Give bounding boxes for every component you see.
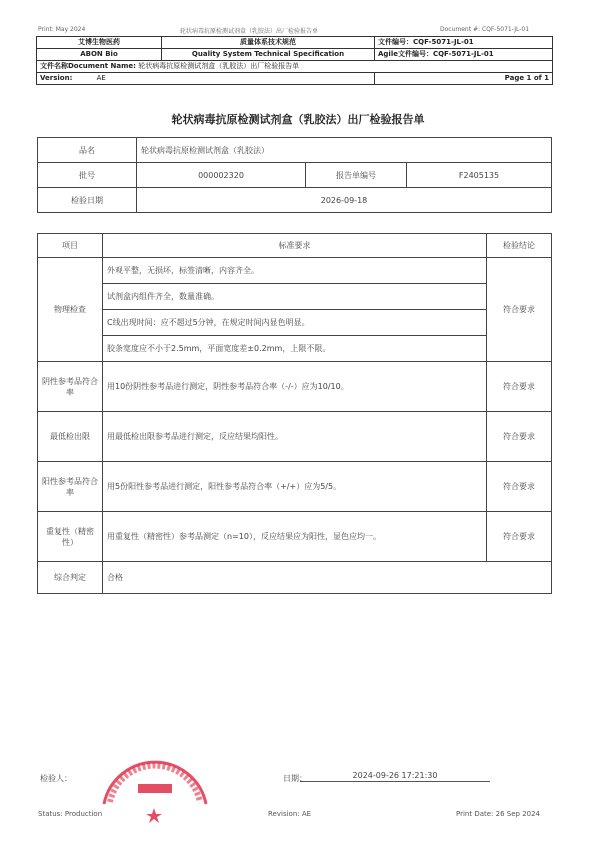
document-name-label: 文件名称Document Name: xyxy=(40,62,136,70)
doc-meta-title: 轮状病毒抗原检测试剂盒（乳胶法）出厂检验报告单 xyxy=(180,28,319,35)
company-seal-icon xyxy=(96,732,214,824)
page-number: Page 1 of 1 xyxy=(375,73,553,85)
test-date-label: 检验日期 xyxy=(38,188,137,213)
lot-label: 批号 xyxy=(38,163,137,188)
negative-reference-text: 用10份阴性参考品进行测定，阴性参考品符合率（-/-）应为10/10。 xyxy=(103,362,487,412)
physical-row-4: 胶条宽度应不小于2.5mm，平面宽度差±0.2mm，上限不限。 xyxy=(103,336,487,362)
sign-date-value: 2024-09-26 17:21:30 xyxy=(300,771,490,782)
status-text: Status: Production xyxy=(38,810,103,818)
print-date-text: Print Date: 26 Sep 2024 xyxy=(456,810,541,818)
document-name-value: 轮状病毒抗原检测试剂盒（乳胶法）出厂检验报告单 xyxy=(138,62,300,70)
spec-name-en: Quality System Technical Specification xyxy=(162,49,375,61)
version-label: Version: xyxy=(40,74,73,82)
positive-reference-result: 符合要求 xyxy=(487,462,552,512)
doc-meta-number: Document #: CQF-5071-JL-01 xyxy=(440,26,530,33)
product-info-table xyxy=(37,137,552,213)
physical-row-2: 试剂盒内组件齐全，数量准确。 xyxy=(103,284,487,310)
repeatability-text: 用重复性（精密性）参考品测定（n=10），反应结果应为阳性，显色应均一。 xyxy=(103,512,487,562)
positive-reference-text: 用5份阳性参考品进行测定，阳性参考品符合率（+/+）应为5/5。 xyxy=(103,462,487,512)
page-title: 轮状病毒抗原检测试剂盒（乳胶法）出厂检验报告单 xyxy=(171,113,425,126)
product-value: 轮状病毒抗原检测试剂盒（乳胶法） xyxy=(137,138,552,163)
version-row xyxy=(37,73,375,85)
version-value: AE xyxy=(96,74,106,82)
agile-number: Agile文件编号：CQF-5071-JL-01 xyxy=(375,49,553,61)
product-label: 品名 xyxy=(38,138,137,163)
detection-limit-result: 符合要求 xyxy=(487,412,552,462)
test-date-value: 2026-09-18 xyxy=(137,188,552,213)
reviewer-label: 检验人： xyxy=(40,774,72,783)
col-header-item: 项目 xyxy=(38,234,103,258)
sign-date-label: 日期： xyxy=(283,774,307,783)
col-header-result: 检验结论 xyxy=(487,234,552,258)
company-name-en: ABON Bio xyxy=(37,49,162,61)
detection-limit-label: 最低检出限 xyxy=(38,412,103,462)
repeatability-result: 符合要求 xyxy=(487,512,552,562)
document-header xyxy=(36,36,553,85)
physical-row-3: C线出现时间：应不超过5分钟，在规定时间内显色明显。 xyxy=(103,310,487,336)
positive-reference-label: 阳性参考品符合率 xyxy=(38,462,103,512)
lot-value: 000002320 xyxy=(137,163,306,188)
detection-limit-text: 用最低检出限参考品进行测定，反应结果均阳性。 xyxy=(103,412,487,462)
verdict-value: 合格 xyxy=(103,562,552,594)
report-number-label: 报告单编号 xyxy=(306,163,407,188)
revision-text: Revision: AE xyxy=(268,810,312,818)
company-name-cn: 艾博生物医药 xyxy=(37,37,162,49)
document-name-row xyxy=(37,61,553,73)
report-number-value: F2405135 xyxy=(407,163,552,188)
repeatability-label: 重复性（精密性） xyxy=(38,512,103,562)
physical-check-label: 物理检查 xyxy=(38,258,103,362)
inspection-table xyxy=(37,233,552,594)
print-meta: Print: May 2024 xyxy=(38,26,86,33)
col-header-standard: 标准要求 xyxy=(103,234,487,258)
negative-reference-label: 阴性参考品符合率 xyxy=(38,362,103,412)
physical-check-result: 符合要求 xyxy=(487,258,552,362)
file-number: 文件编号：CQF-5071-JL-01 xyxy=(375,37,553,49)
spec-name-cn: 质量体系技术规范 xyxy=(162,37,375,49)
negative-reference-result: 符合要求 xyxy=(487,362,552,412)
verdict-label: 综合判定 xyxy=(38,562,103,594)
physical-row-1: 外观平整，无损坏，标签清晰，内容齐全。 xyxy=(103,258,487,284)
